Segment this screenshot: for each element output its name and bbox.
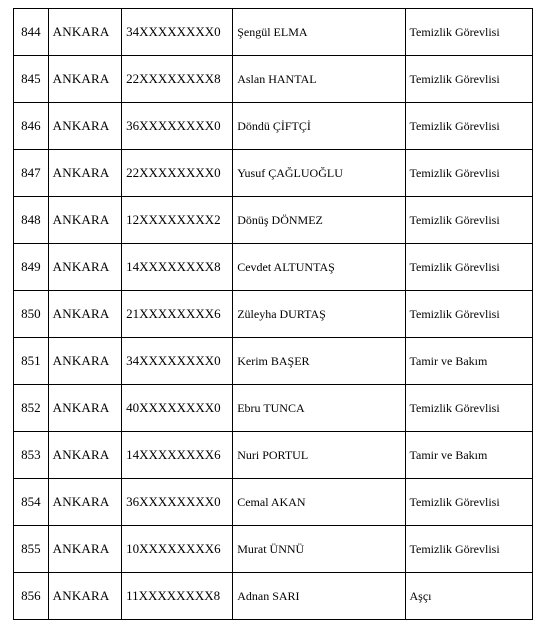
table-row	[14, 103, 533, 150]
city-cell: ANKARA	[48, 150, 121, 197]
city-cell: ANKARA	[48, 432, 121, 479]
name-cell: Şengül ELMA	[233, 9, 405, 56]
id-number-cell: 40XXXXXXXX0	[122, 385, 233, 432]
city-cell: ANKARA	[48, 385, 121, 432]
city-cell: ANKARA	[48, 56, 121, 103]
name-cell: Nuri PORTUL	[233, 432, 405, 479]
city-cell: ANKARA	[48, 526, 121, 573]
name-cell: Ebru TUNCA	[233, 385, 405, 432]
table-row	[14, 573, 533, 620]
job-title-cell: Temizlik Görevlisi	[405, 197, 532, 244]
table-row	[14, 432, 533, 479]
id-number-cell: 22XXXXXXXX8	[122, 56, 233, 103]
city-cell: ANKARA	[48, 291, 121, 338]
job-title-cell: Temizlik Görevlisi	[405, 385, 532, 432]
row-number-cell: 848	[14, 197, 49, 244]
name-cell: Yusuf ÇAĞLUOĞLU	[233, 150, 405, 197]
table-row	[14, 150, 533, 197]
city-cell: ANKARA	[48, 573, 121, 620]
name-cell: Züleyha DURTAŞ	[233, 291, 405, 338]
name-cell: Cemal AKAN	[233, 479, 405, 526]
row-number-cell: 854	[14, 479, 49, 526]
name-cell: Dönüş DÖNMEZ	[233, 197, 405, 244]
row-number-cell: 853	[14, 432, 49, 479]
id-number-cell: 21XXXXXXXX6	[122, 291, 233, 338]
name-cell: Kerim BAŞER	[233, 338, 405, 385]
id-number-cell: 34XXXXXXXX0	[122, 338, 233, 385]
table-row	[14, 479, 533, 526]
city-cell: ANKARA	[48, 244, 121, 291]
id-number-cell: 12XXXXXXXX2	[122, 197, 233, 244]
job-title-cell: Tamir ve Bakım	[405, 338, 532, 385]
id-number-cell: 10XXXXXXXX6	[122, 526, 233, 573]
row-number-cell: 845	[14, 56, 49, 103]
job-title-cell: Temizlik Görevlisi	[405, 9, 532, 56]
table-row	[14, 338, 533, 385]
table-row	[14, 291, 533, 338]
city-cell: ANKARA	[48, 197, 121, 244]
row-number-cell: 844	[14, 9, 49, 56]
name-cell: Aslan HANTAL	[233, 56, 405, 103]
row-number-cell: 852	[14, 385, 49, 432]
name-cell: Murat ÜNNÜ	[233, 526, 405, 573]
id-number-cell: 34XXXXXXXX0	[122, 9, 233, 56]
city-cell: ANKARA	[48, 479, 121, 526]
id-number-cell: 36XXXXXXXX0	[122, 479, 233, 526]
job-title-cell: Tamir ve Bakım	[405, 432, 532, 479]
personnel-table	[13, 8, 533, 620]
job-title-cell: Temizlik Görevlisi	[405, 526, 532, 573]
city-cell: ANKARA	[48, 338, 121, 385]
id-number-cell: 14XXXXXXXX6	[122, 432, 233, 479]
city-cell: ANKARA	[48, 103, 121, 150]
row-number-cell: 846	[14, 103, 49, 150]
table-row	[14, 526, 533, 573]
id-number-cell: 22XXXXXXXX0	[122, 150, 233, 197]
name-cell: Cevdet ALTUNTAŞ	[233, 244, 405, 291]
row-number-cell: 850	[14, 291, 49, 338]
table-row	[14, 244, 533, 291]
name-cell: Adnan SARI	[233, 573, 405, 620]
name-cell: Döndü ÇİFTÇİ	[233, 103, 405, 150]
row-number-cell: 855	[14, 526, 49, 573]
job-title-cell: Temizlik Görevlisi	[405, 479, 532, 526]
job-title-cell: Temizlik Görevlisi	[405, 56, 532, 103]
id-number-cell: 11XXXXXXXX8	[122, 573, 233, 620]
job-title-cell: Temizlik Görevlisi	[405, 291, 532, 338]
row-number-cell: 849	[14, 244, 49, 291]
table-row	[14, 385, 533, 432]
id-number-cell: 36XXXXXXXX0	[122, 103, 233, 150]
row-number-cell: 851	[14, 338, 49, 385]
city-cell: ANKARA	[48, 9, 121, 56]
table-row	[14, 197, 533, 244]
id-number-cell: 14XXXXXXXX8	[122, 244, 233, 291]
job-title-cell: Temizlik Görevlisi	[405, 103, 532, 150]
job-title-cell: Temizlik Görevlisi	[405, 244, 532, 291]
job-title-cell: Temizlik Görevlisi	[405, 150, 532, 197]
table-row	[14, 56, 533, 103]
row-number-cell: 856	[14, 573, 49, 620]
table-row	[14, 9, 533, 56]
job-title-cell: Aşçı	[405, 573, 532, 620]
row-number-cell: 847	[14, 150, 49, 197]
